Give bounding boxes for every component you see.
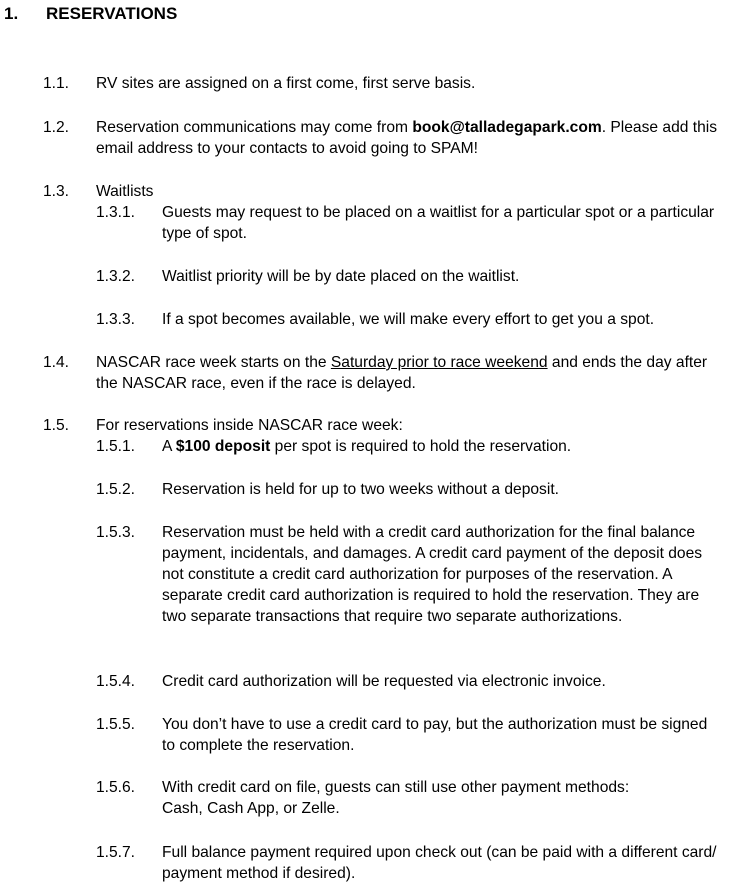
subclause-text: If a spot becomes available, we will make every effort to get you a spot. <box>162 311 655 328</box>
text-line: With credit card on file, guests can still use other payment methods: <box>162 779 630 796</box>
subclause-text <box>162 436 722 457</box>
text-run: per spot is required to hold the reservation. <box>270 438 572 455</box>
subclause-number: 1.3.3. <box>96 311 136 328</box>
clause-number: 1.3. <box>43 183 70 200</box>
text-run: A <box>162 438 176 455</box>
subclause-number: 1.5.3. <box>96 524 136 541</box>
section-heading <box>4 3 177 25</box>
clause-text: For reservations inside NASCAR race week: <box>96 417 403 434</box>
clause-number: 1.4. <box>43 354 70 371</box>
subclause-text: Full balance payment required upon check out (can be paid with a different card/ payment method if desired). <box>162 844 717 882</box>
subclause-number: 1.5.7. <box>96 844 136 861</box>
subclause-text: Credit card authorization will be requested via electronic invoice. <box>162 673 606 690</box>
text-run: . Please add this email address to your contacts to avoid going to SPAM! <box>96 119 718 157</box>
subclause-text: Reservation must be held with a credit card authorization for the final balance payment, incidentals, and damages. A credit card payment of the deposit does not constitute a credit card authorization for purposes of the reservation. A separate credit card authorization is required to hold the reservation. They are two separate transactions that require two separate authorizations. <box>162 524 703 625</box>
text-run: Reservation communications may come from <box>96 119 413 136</box>
subclause-number: 1.3.1. <box>96 204 136 221</box>
subclause-number: 1.5.4. <box>96 673 136 690</box>
clause-text <box>96 117 721 159</box>
section-number: 1. <box>4 4 19 23</box>
clause-number: 1.1. <box>43 75 70 92</box>
subclause-number: 1.5.2. <box>96 481 136 498</box>
text-run: and ends the day after the NASCAR race, even if the race is delayed. <box>96 354 708 392</box>
subclause-text: Reservation is held for up to two weeks without a deposit. <box>162 481 559 498</box>
subclause-text: Guests may request to be placed on a waitlist for a particular spot or a particular type of spot. <box>162 204 715 242</box>
deposit-amount: $100 deposit <box>175 438 271 455</box>
subclause-number: 1.5.1. <box>96 438 136 455</box>
text-line: Cash, Cash App, or Zelle. <box>162 800 340 817</box>
email-address: book@talladegapark.com <box>412 119 602 136</box>
clause-text: RV sites are assigned on a first come, first serve basis. <box>96 75 476 92</box>
subclause-text <box>162 777 722 819</box>
subclause-text: Waitlist priority will be by date placed on the waitlist. <box>162 268 520 285</box>
underlined-phrase: Saturday prior to race weekend <box>330 354 548 371</box>
subclause-number: 1.5.6. <box>96 779 136 796</box>
clause-text <box>96 352 721 394</box>
subclause-number: 1.3.2. <box>96 268 136 285</box>
clause-text: Waitlists <box>96 183 154 200</box>
clause-number: 1.2. <box>43 119 70 136</box>
clause-number: 1.5. <box>43 417 70 434</box>
subclause-text: You don’t have to use a credit card to pay, but the authorization must be signed to complete the reservation. <box>162 716 708 754</box>
section-title: RESERVATIONS <box>46 4 178 23</box>
text-run: NASCAR race week starts on the <box>96 354 331 371</box>
subclause-number: 1.5.5. <box>96 716 136 733</box>
